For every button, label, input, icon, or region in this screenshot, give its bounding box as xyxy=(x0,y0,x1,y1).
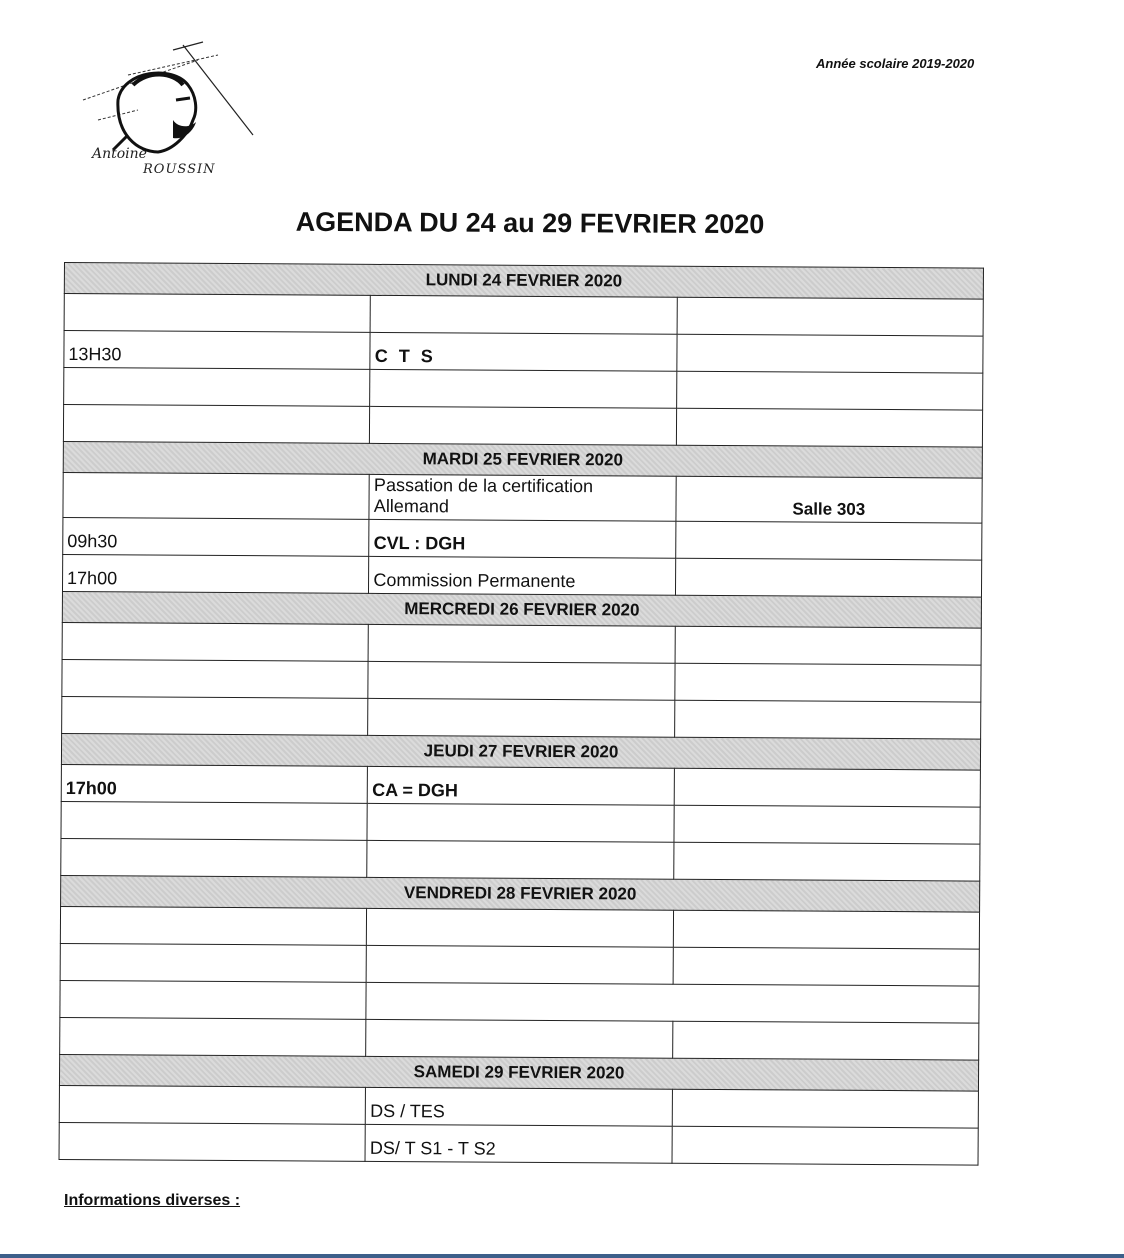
agenda-row xyxy=(62,554,981,597)
logo-name-last: ROUSSIN xyxy=(143,162,216,177)
event-time xyxy=(60,943,367,982)
page-title: AGENDA DU 24 au 29 FEVRIER 2020 xyxy=(295,206,765,240)
event-location xyxy=(672,1126,979,1165)
agenda-row xyxy=(63,405,982,448)
event-description xyxy=(368,661,675,700)
event-description: Commission Permanente xyxy=(369,556,676,595)
event-location xyxy=(675,558,982,597)
event-location xyxy=(674,768,981,807)
day-label: MARDI 25 FEVRIER 2020 xyxy=(63,441,982,478)
event-location xyxy=(673,842,980,881)
day-label: SAMEDI 29 FEVRIER 2020 xyxy=(59,1054,978,1091)
info-section-label: Informations diverses : xyxy=(64,1192,241,1209)
agenda-row xyxy=(62,622,981,665)
event-time: 17h00 xyxy=(62,554,369,593)
event-description: Passation de la certification Allemand xyxy=(369,474,676,521)
event-location xyxy=(674,805,981,844)
event-time xyxy=(63,472,370,519)
school-year: Année scolaire 2019-2020 xyxy=(816,56,975,71)
event-time xyxy=(60,906,367,945)
event-time xyxy=(64,368,371,407)
day-label: VENDREDI 28 FEVRIER 2020 xyxy=(61,875,980,912)
event-description xyxy=(367,840,674,879)
agenda-row xyxy=(64,294,983,337)
event-description: DS/ T S1 - T S2 xyxy=(365,1124,672,1163)
event-location xyxy=(672,1089,979,1128)
event-description xyxy=(370,369,677,408)
event-time xyxy=(60,980,367,1019)
bottom-bar xyxy=(0,1254,1124,1258)
event-description xyxy=(370,406,677,445)
agenda-row xyxy=(59,1085,978,1128)
agenda-row xyxy=(60,1017,979,1060)
event-time xyxy=(64,294,371,333)
agenda-row xyxy=(60,906,979,949)
agenda-row xyxy=(62,696,981,739)
day-label: MERCREDI 26 FEVRIER 2020 xyxy=(62,591,981,628)
event-time xyxy=(61,838,368,877)
event-time: 09h30 xyxy=(63,517,370,556)
event-time xyxy=(62,696,369,735)
event-location: Salle 303 xyxy=(676,476,983,523)
event-location xyxy=(672,1021,979,1060)
agenda-row xyxy=(61,838,980,881)
event-description xyxy=(367,908,674,947)
agenda-row xyxy=(59,1122,978,1165)
agenda-row xyxy=(60,943,979,986)
day-label: LUNDI 24 FEVRIER 2020 xyxy=(64,263,983,300)
event-time xyxy=(60,1017,367,1056)
day-label: JEUDI 27 FEVRIER 2020 xyxy=(61,733,980,770)
logo-name-first: Antoine xyxy=(92,146,147,162)
event-time: 17h00 xyxy=(61,764,368,803)
agenda-row xyxy=(61,764,980,807)
event-location xyxy=(676,408,983,447)
agenda-row xyxy=(62,659,981,702)
event-time: 13H30 xyxy=(64,331,371,370)
event-description xyxy=(366,945,673,984)
event-time xyxy=(62,659,369,698)
agenda-row xyxy=(61,801,980,844)
event-description: CVL : DGH xyxy=(369,519,676,558)
agenda-row xyxy=(60,980,979,1023)
event-description xyxy=(368,624,675,663)
event-location xyxy=(673,910,980,949)
event-description: DS / TES xyxy=(366,1087,673,1126)
event-description xyxy=(367,803,674,842)
event-description xyxy=(370,295,677,334)
agenda-row xyxy=(63,517,982,560)
event-description: CA = DGH xyxy=(368,766,675,805)
agenda-row xyxy=(63,472,982,523)
event-description xyxy=(368,698,675,737)
agenda-table xyxy=(59,262,984,1166)
event-location xyxy=(674,700,981,739)
event-location xyxy=(676,371,983,410)
event-time xyxy=(63,405,370,444)
event-location xyxy=(675,521,982,560)
agenda-row xyxy=(64,368,983,411)
event-time xyxy=(59,1085,366,1124)
event-location xyxy=(674,663,981,702)
event-time xyxy=(61,801,368,840)
event-location xyxy=(677,297,984,336)
event-location xyxy=(675,626,982,665)
event-time xyxy=(62,622,369,661)
event-description: C T S xyxy=(370,332,677,371)
agenda-row xyxy=(64,331,983,374)
event-description xyxy=(366,982,979,1023)
event-location xyxy=(677,334,984,373)
event-description xyxy=(366,1019,673,1058)
event-location xyxy=(673,947,980,986)
event-time xyxy=(59,1122,366,1161)
